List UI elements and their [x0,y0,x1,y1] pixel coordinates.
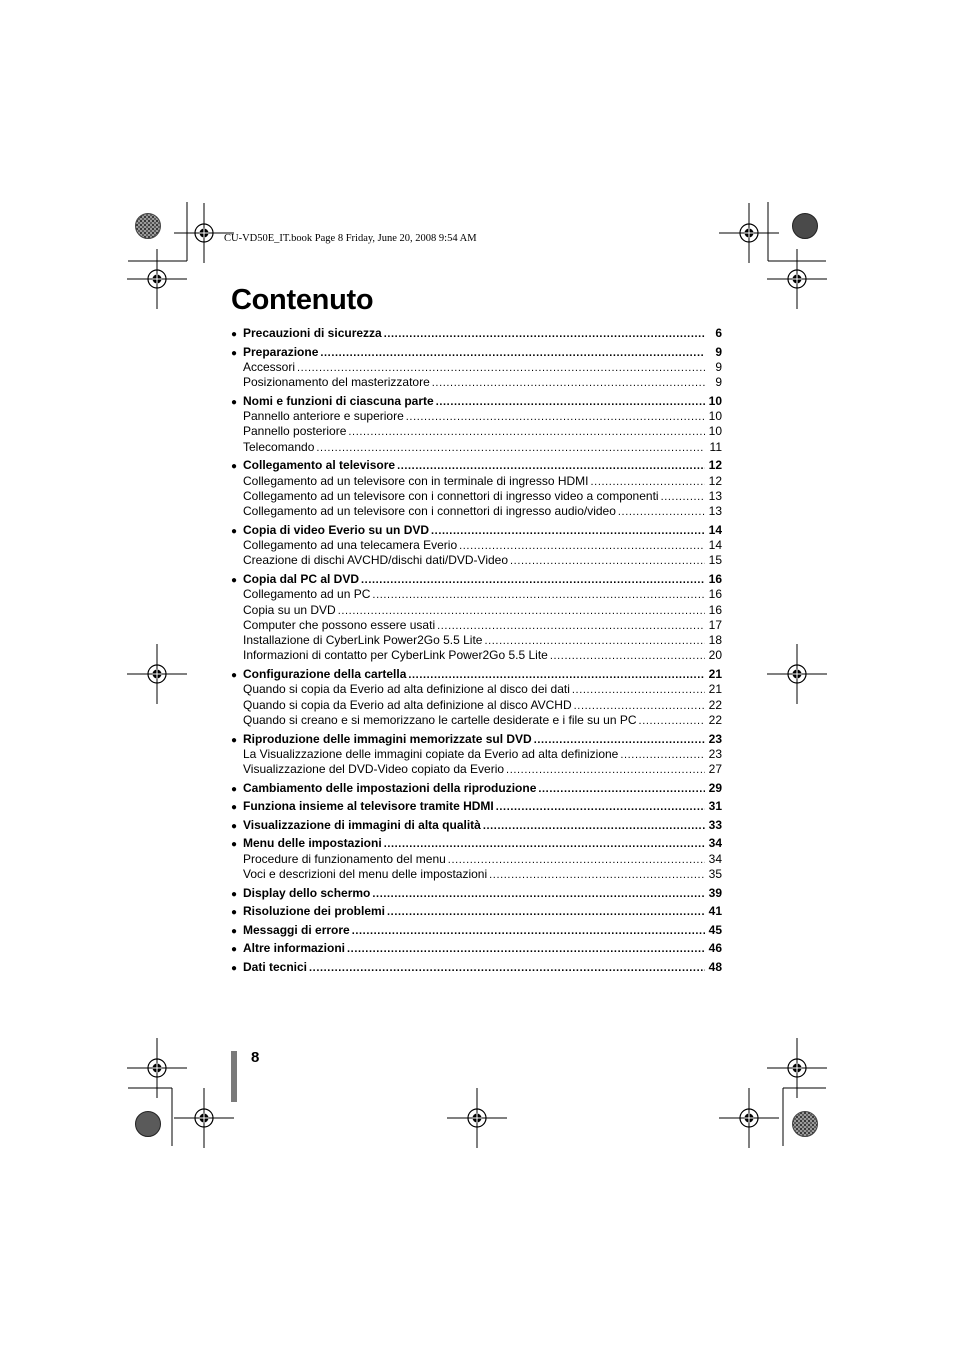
toc-subsection[interactable] [231,538,722,553]
toc-section[interactable] [231,799,722,814]
toc-subsection[interactable] [231,713,722,728]
dot-leader [574,699,705,714]
toc-entry-label: Visualizzazione del DVD-Video copiato da Everio [243,762,505,777]
toc-entry-label: Nomi e funzioni di ciascuna parte [243,393,434,408]
bullet-icon: ● [231,888,238,900]
toc-entry-page: 45 [708,922,722,937]
toc-entry-label: Quando si copia da Everio ad alta definizione al disco AVCHD [243,697,572,712]
toc-entry-label: Informazioni di contatto per CyberLink Power2Go 5.5 Lite [243,648,548,663]
dot-leader [316,441,705,456]
toc-section[interactable] [231,394,722,409]
registration-mark-icon [767,644,827,704]
toc-entry-label: Configurazione della cartella [243,667,407,682]
toc-entry-page: 22 [708,697,722,712]
toc-entry-page: 29 [708,780,722,795]
toc-entry-label: Copia su un DVD [243,602,336,617]
toc-entry-label: Messaggi di errore [243,922,350,937]
toc-subsection[interactable] [231,852,722,867]
toc-entry-page: 14 [708,522,722,537]
toc-entry-page: 34 [708,851,722,866]
toc-subsection[interactable] [231,553,722,568]
toc-entry-page: 33 [708,817,722,832]
toc-entry-label: Posizionamento del masterizzatore [243,375,430,390]
toc-entry-label: Riproduzione delle immagini memorizzate sul DVD [243,731,532,746]
toc-entry-label: Altre informazioni [243,941,346,956]
bullet-icon: ● [231,461,238,473]
toc-section[interactable] [231,781,722,796]
toc-entry-label: Cambiamento delle impostazioni della riproduzione [243,780,537,795]
toc-entry-label: Voci e descrizioni del menu delle impostazioni [243,867,488,882]
toc-subsection[interactable] [231,698,722,713]
dot-leader [397,459,705,474]
dot-leader [506,763,705,778]
toc-entry-label: Procedure di funzionamento del menu [243,851,446,866]
page-number-tab [231,1051,237,1102]
dot-leader [483,819,705,834]
toc-entry-page: 9 [715,344,722,359]
dot-leader [534,733,705,748]
toc-subsection[interactable] [231,474,722,489]
toc-subsection[interactable] [231,762,722,777]
dot-leader [496,800,705,815]
toc-entry-page: 9 [715,359,722,374]
dot-leader [437,619,705,634]
toc-entry-label: Collegamento ad un televisore con i connettori di ingresso audio/video [243,504,616,519]
page-number: 8 [251,1049,260,1066]
toc-entry-page: 18 [708,633,722,648]
toc-entry-page: 21 [708,682,722,697]
toc-entry-page: 12 [708,473,722,488]
toc-entry-page: 17 [708,617,722,632]
star-target-icon [136,214,161,239]
toc-subsection[interactable] [231,360,722,375]
toc-entry-page: 13 [708,488,722,503]
toc-section[interactable] [231,836,722,851]
toc-entry-page: 48 [708,960,722,975]
star-target-icon [136,1112,161,1137]
toc-subsection[interactable] [231,747,722,762]
registration-mark-icon [719,1088,779,1148]
toc-entry-page: 12 [708,458,722,473]
toc-subsection[interactable] [231,867,722,882]
toc-subsection[interactable] [231,618,722,633]
toc-subsection[interactable] [231,424,722,439]
dot-leader [431,524,705,539]
dot-leader [372,588,705,603]
bullet-icon: ● [231,329,238,340]
dot-leader [347,942,705,957]
toc-entry-label: Risoluzione dei problemi [243,904,386,919]
dot-leader [591,475,705,490]
toc-entry-page: 20 [708,648,722,663]
toc-subsection[interactable] [231,504,722,519]
toc-subsection[interactable] [231,587,722,602]
registration-mark-icon [719,203,779,263]
toc-entry-label: Quando si creano e si memorizzano le cartelle desiderate e i file su un PC [243,712,637,727]
dot-leader [348,425,705,440]
toc-entry-label: Funziona insieme al televisore tramite HDMI [243,799,494,814]
toc-entry-label: Copia dal PC al DVD [243,571,360,586]
toc-entry-page: 31 [708,799,722,814]
dot-leader [338,604,705,619]
toc-entry-page: 6 [715,326,722,340]
toc-subsection[interactable] [231,409,722,424]
dot-leader [448,853,705,868]
dot-leader [436,395,705,410]
toc-subsection[interactable] [231,633,722,648]
registration-mark-icon [174,1088,234,1148]
toc-entry-label: Menu delle impostazioni [243,836,382,851]
registration-mark-icon [127,644,187,704]
toc-entry-label: Creazione di dischi AVCHD/dischi dati/DVD-Video [243,553,509,568]
toc-entry-page: 41 [708,904,722,919]
bullet-icon: ● [231,839,238,851]
toc-section[interactable] [231,886,722,901]
toc-entry-page: 21 [708,667,722,682]
toc-entry-label: Quando si copia da Everio ad alta definizione al disco dei dati [243,682,570,697]
bullet-icon: ● [231,907,238,919]
registration-mark-icon [447,1088,507,1148]
toc-entry-label: Installazione di CyberLink Power2Go 5.5 Lite [243,633,483,648]
toc-entry-page: 27 [708,762,722,777]
toc-entry-page: 15 [708,553,722,568]
toc-entry-page: 23 [708,746,722,761]
toc-entry-page: 23 [708,731,722,746]
toc-section[interactable] [231,904,722,919]
dot-leader [372,887,705,902]
toc-entry-page: 39 [708,885,722,900]
bullet-icon: ● [231,963,238,975]
bullet-icon: ● [231,574,238,586]
toc-entry-label: La Visualizzazione delle immagini copiate da Everio ad alta definizione [243,746,619,761]
toc-entry-label: Precauzioni di sicurezza [243,326,382,340]
toc-section[interactable] [231,667,722,682]
toc-entry-label: Visualizzazione di immagini di alta qualità [243,817,481,832]
toc-subsection[interactable] [231,603,722,618]
registration-mark-icon [767,1038,827,1098]
toc-entry-page: 16 [708,587,722,602]
dot-leader [320,346,705,361]
toc-section[interactable] [231,523,722,538]
toc-subsection[interactable] [231,375,722,390]
dot-leader [510,554,705,569]
toc-entry-label: Collegamento ad un PC [243,587,371,602]
dot-leader [620,748,705,763]
toc-subsection[interactable] [231,489,722,504]
toc-entry-page: 16 [708,571,722,586]
star-target-icon [793,214,818,239]
bullet-icon: ● [231,525,238,537]
bullet-icon: ● [231,670,238,682]
toc-entry-label: Collegamento al televisore [243,458,396,473]
toc-section[interactable] [231,732,722,747]
table-of-contents [231,326,722,975]
book-file-header: CU-VD50E_IT.book Page 8 Friday, June 20, 2008 9:54 AM [224,233,477,244]
bullet-icon: ● [231,944,238,956]
dot-leader [618,505,705,520]
dot-leader [432,376,705,391]
dot-leader [550,649,705,664]
toc-section[interactable] [231,572,722,587]
toc-entry-label: Dati tecnici [243,960,308,975]
dot-leader [387,905,705,920]
star-target-icon [793,1112,818,1137]
toc-subsection[interactable] [231,648,722,663]
toc-entry-page: 22 [708,712,722,727]
toc-entry-page: 13 [708,504,722,519]
toc-entry-label: Collegamento ad un televisore con in terminale di ingresso HDMI [243,473,589,488]
toc-entry-page: 35 [708,867,722,882]
toc-entry-label: Copia di video Everio su un DVD [243,522,430,537]
dot-leader [406,410,705,425]
toc-entry-page: 10 [708,409,722,424]
bullet-icon: ● [231,734,238,746]
dot-leader [661,490,705,505]
bullet-icon: ● [231,396,238,408]
registration-mark-icon [127,249,187,309]
toc-entry-page: 11 [709,439,722,454]
toc-section[interactable] [231,923,722,938]
dot-leader [408,668,705,683]
bullet-icon: ● [231,802,238,814]
toc-section[interactable] [231,345,722,360]
dot-leader [459,539,705,554]
toc-entry-page: 14 [708,538,722,553]
toc-section[interactable] [231,941,722,956]
bullet-icon: ● [231,820,238,832]
toc-entry-label: Preparazione [243,344,319,359]
toc-entry-page: 10 [708,393,722,408]
toc-subsection[interactable] [231,682,722,697]
toc-subsection[interactable] [231,440,722,455]
dot-leader [639,714,705,729]
toc-entry-label: Telecomando [243,439,315,454]
dot-leader [361,573,705,588]
toc-entry-label: Collegamento ad un televisore con i connettori di ingresso video a componenti [243,488,659,503]
registration-mark-icon [767,249,827,309]
dot-leader [384,837,705,852]
dot-leader [572,683,705,698]
toc-entry-page: 16 [708,602,722,617]
toc-entry-page: 34 [708,836,722,851]
toc-section[interactable] [231,326,722,341]
toc-entry-label: Pannello posteriore [243,424,347,439]
dot-leader [384,327,705,342]
page-title: Contenuto [231,284,374,316]
toc-entry-label: Collegamento ad una telecamera Everio [243,538,458,553]
registration-mark-icon [127,1038,187,1098]
bullet-icon: ● [231,783,238,795]
dot-leader [297,361,705,376]
toc-entry-label: Accessori [243,359,296,374]
toc-entry-page: 10 [708,424,722,439]
toc-entry-page: 46 [708,941,722,956]
toc-section[interactable] [231,458,722,473]
dot-leader [538,782,705,797]
toc-section[interactable] [231,960,722,975]
dot-leader [484,634,705,649]
dot-leader [489,868,705,883]
toc-entry-page: 9 [715,375,722,390]
dot-leader [352,924,705,939]
toc-section[interactable] [231,818,722,833]
toc-entry-label: Computer che possono essere usati [243,617,436,632]
bullet-icon: ● [231,347,238,359]
bullet-icon: ● [231,925,238,937]
toc-entry-label: Pannello anteriore e superiore [243,409,404,424]
toc-entry-label: Display dello schermo [243,885,371,900]
dot-leader [309,961,705,976]
